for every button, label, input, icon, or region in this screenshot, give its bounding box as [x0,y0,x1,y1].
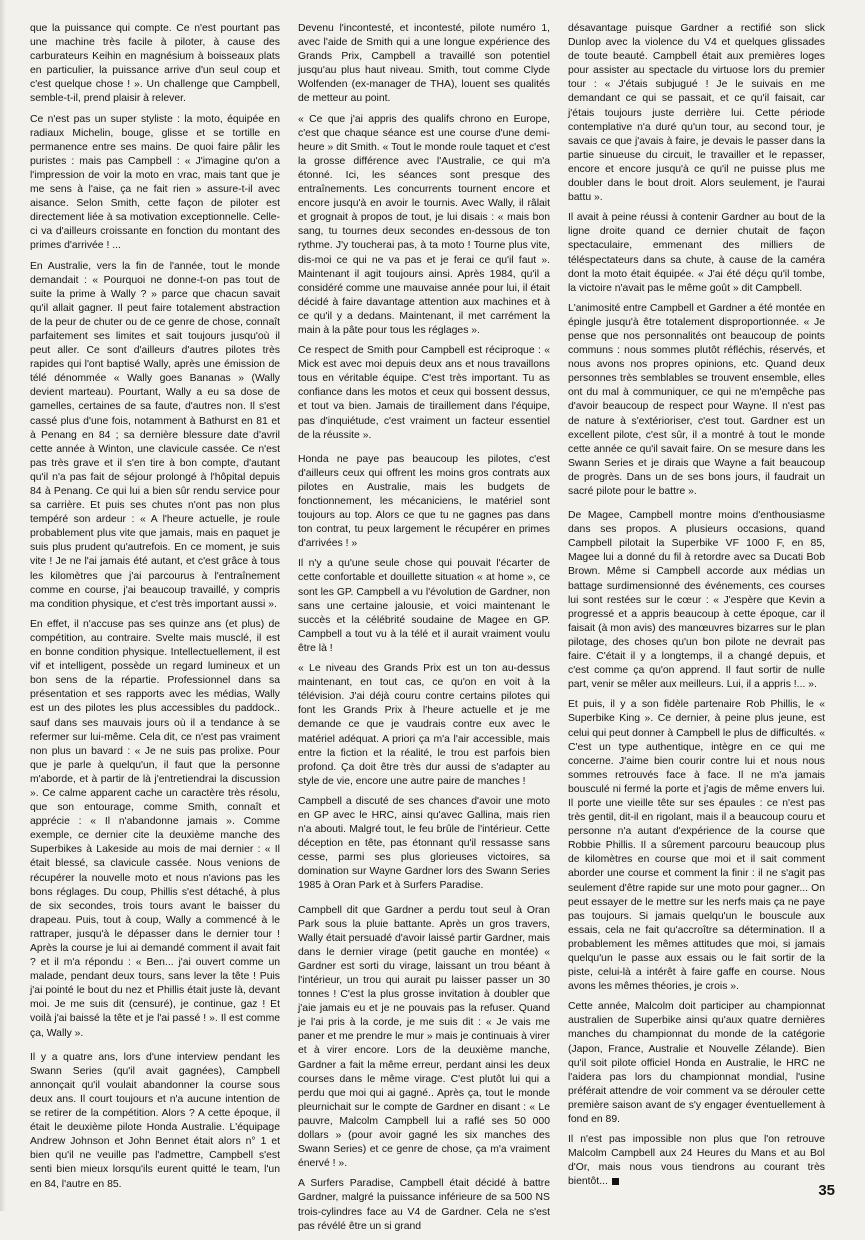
paragraph: « Ce que j'ai appris des qualifs chrono en Europe, c'est que chaque séance est une course d'une demi-heure » dit Smith. « Tout le monde roule taquet et c'est la grosse différence avec l'Australie, ce qui m'a étonné. Ici, les séances sont presque des entraînements. Les concurrents tournent encore et encore jusqu'à en avoir le tournis. Avec Wally, il râlait et grognait à propos de tout, je lui disais : « mais bon sang, tu tournes deux secondes en-dessous de ton rythme. J'y toucherai pas, à ta moto ! Tourne plus vite, dis-moi ce qui ne va pas et je ferai ce qu'il faut ». Maintenant il agit toujours ainsi. Après 1984, qu'il a considéré comme une mauvaise année pour lui, il était décidé à faire davantage attention aux machines et à ce qu'il y a dedans. Maintenant, il met carrément la main à la pâte pour tous les réglages ». [298,113,550,336]
paragraph: désavantage puisque Gardner a rectifié son slick Dunlop avec la violence du V4 et quelques glissades de toute beauté. Campbell était aux premières loges pour assister au spectacle du virtuose lors du premier tour : « J'étais subjugué ! Je le suivais en me demandant ce qui se passait, et ce qu'il faisait, car j'étais toujours juste derrière lui. Cette période contemplative n'a duré qu'un tour, au second tour, je savais ce que j'avais à faire, je devais le passer dans la partie sinueuse du circuit, le travailler et le repasser, encore et encore jusqu'à ce qu'il ne puisse plus me doubler dans le bout droit. Alors seulement, je l'aurai battu ». [568,23,825,204]
paragraph: Ce n'est pas un super styliste : la moto, équipée en radiaux Michelin, bouge, glisse et se tortille en permanence entre ses mains. De quoi faire pâlir les puristes : mais pas Campbell : « J'imagine qu'on a l'impression de voir la moto en vrac, mais tant que je me sens à l'aise, ça ne fait rien » assure-t-il avec aisance. Selon Smith, cette façon de piloter est directement liée à sa motivation exceptionnelle. Celle-ci va d'ailleurs croissante en fonction du montant des primes d'arrivée ! ... [30,113,280,252]
paragraph: De Magee, Campbell montre moins d'enthousiasme dans ses propos. A plusieurs occasions, quand Campbell pilotait la Superbike VF 1000 F, en 85, Magee lui a donné du fil à retordre avec sa Ducati Bob Brown. Même si Campbell accorde aux médias un battage surdimensionné des événements, ces courses lui sont restées sur le cœur : « J'espère que Kevin a progressé et a appris beaucoup à cette époque, car il faisait (à mon avis) des manœuvres bizarres sur le plan pilotage, des choses qu'un bon pilote ne devrait pas faire. C'était il y a longtemps, il a changé depuis, et c'est comme ça qu'on apprend. Il faut sortir de nulle part, venir se mêler aux meilleurs. Lui, il a appris !... ». [568,510,825,691]
paragraph: « Le niveau des Grands Prix est un ton au-dessus maintenant, en tout cas, ce qu'on en voit à la télévision. J'ai déjà couru contre certains pilotes qui font les Grands Prix à l'heure actuelle et je me demande ce que je vaudrais contre eux avec le matériel adéquat. A priori ça m'a l'air accessible, mais entre la fiction et la réalité, le trou est parfois bien profond. Ça doit être très dur aussi de s'adapter au style de vie, encore une autre paire de manches ! [298,663,550,787]
article-column-3 [568,22,825,1240]
paragraph: A Surfers Paradise, Campbell était décidé à battre Gardner, malgré la puissance inférieure de sa 500 NS trois-cylindres face au V4 de Gardner. Cela ne s'est pas révélé être un si grand [298,1178,550,1232]
paragraph: Cette année, Malcolm doit participer au championnat australien de Superbike ainsi qu'aux quatre dernières manches du championnat du monde de la catégorie (Japon, France, Australie et Nouvelle Zélande). Bien qu'il soit pilote officiel Honda en Australie, le HRC ne l'aidera pas lors du championnat mondial, l'usine préférait attendre de voir comment va se dérouler cette première saison avant de s'y engager éventuellement à fond en 89. [568,1001,825,1126]
paragraph: En Australie, vers la fin de l'année, tout le monde demandait : « Pourquoi ne donne-t-on pas tout de suite la prime à Wally ? » parce que chacun savait qu'il allait gagner. Il peut faire totalement abstraction de la peur de chuter ou de ce genre de chose, connaît parfaitement ses limites et sait toujours jusqu'où il peut aller. Ce sont d'ailleurs d'autres pilotes très rapides qui l'ont baptisé Wally, après une émission de télé dénommée « Wally goes Bananas » (Wally devient marteau). Pourtant, Wally a eu sa dose de gamelles, certaines de sa faute, d'autres non. Il s'est cassé plus d'une fois, notamment à Bathurst en 81 et à Penang en 84 ; sa dernière blessure date d'avril cette année à Winton, une clavicule cassée. Ce n'est pas très grave et il s'en tire à bon compte, d'autant qu'il n'a pas fait de séjour prolongé à l'hôpital depuis 84 à Penang. Ce qui lui a bien sûr rendu service pour sa carrière. Et puis ses chutes n'ont pas non plus tempéré son ardeur : « A l'heure actuelle, je roule probablement plus vite que jamais, mais en paquet je suis plus prudent qu'autrefois. En ce moment, je suis vite ! Je ne l'ai jamais été autant, et c'est grâce à tous les kilomètres que j'ai parcourus à l'entraînement comme en course, j'ai beaucoup travaillé, y compris ma condition physique, et c'est très important aussi ». [30,260,280,610]
article-column-1 [30,22,280,1240]
paragraph: Honda ne paye pas beaucoup les pilotes, c'est d'ailleurs ceux qui offrent les moins gros contrats aux pilotes en Australie, mais les budgets de fonctionnement, les mécaniciens, le matériel sont toujours au top. Alors ce que tu ne gagnes pas dans ton contrat, tu peux largement le récupérer en primes d'arrivées ! » [298,453,550,550]
paragraph: Il avait à peine réussi à contenir Gardner au bout de la ligne droite quand ce dernier chutait de façon spectaculaire, emmenant des milliers de téléspectateurs dans sa chute, à cause de la caméra dont la moto était équipée. « J'ai été déçu qu'il tombe, la victoire n'avait pas le même goût » dit Campbell. [568,212,825,294]
paragraph-final [568,1133,825,1189]
paragraph: Ce respect de Smith pour Campbell est réciproque : « Mick est avec moi depuis deux ans et nous travaillons tous en véritable équipe. C'est très important. Tu as confiance dans les motos et ceux qui bossent dessus, et tout va bien. Jamais de tiraillement dans l'équipe, pas d'inquiétude, c'est vraiment un facteur essentiel de la réussite ». [298,345,550,441]
end-of-article-mark [612,1178,619,1185]
page-number: 35 [818,1182,835,1199]
paragraph: que la puissance qui compte. Ce n'est pourtant pas une machine très facile à piloter, à cause des carburateurs Keihin en magnésium à boisseaux plats en particulier, la puissance arrive d'un seul coup et c'est quelque chose ! ». Un challenge que Campbell, semble-t-il, prend plaisir à relever. [30,23,280,105]
paragraph: Campbell a discuté de ses chances d'avoir une moto en GP avec le HRC, ainsi qu'avec Gallina, mais rien n'a abouti. Malgré tout, le feu brûle de l'intérieur. Cette déception en tête, pas étonnant qu'il ressasse sans cesse, parmi ses plus glorieuses victoires, sa domination sur Wayne Gardner lors des Swann Series 1985 à Oran Park et à Surfers Paradise. [298,795,550,892]
article-column-2 [298,22,550,1240]
page-binding-shadow [0,0,6,1211]
paragraph: Campbell dit que Gardner a perdu tout seul à Oran Park sous la pluie battante. Après un gros travers, Wally était persuadé d'avoir laissé partir Gardner, mais dans le dernier virage (petit gauche en montée) « Gardner est sorti du virage, laissant un trou béant à l'intérieur, un trou qui aurait pu laisser passer un 30 tonnes ! C'est la plus grosse invitation à doubler que j'aie jamais eu et je ne pouvais pas la refuser. Quand je l'ai pris à la corde, je me suis dit : « Je vais me paner et me prendre le mur » mais je continuais à virer et à virer encore. Lors de la deuxième manche, Gardner a fait la même erreur, perdant ainsi les deux courses dans le même virage. C'est plutôt lui qui a perdu que moi qui ai gagné.. Après ça, tout le monde pleurnichait sur le compte de Gardner en disant : « Le pauvre, Malcolm Campbell lui a raflé ses 50 000 dollars » (pour avoir gagné les six manches des Swann Series) et ce genre de chose, ça m'a vraiment énervé ! ». [298,904,550,1170]
paragraph: Et puis, il y a son fidèle partenaire Rob Phillis, le « Superbike King ». Ce dernier, à peine plus jeune, est celui qui peut donner à Campbell le plus de difficultés. « C'est un type authentique, intègre en ce qui me concerne. J'aime bien courir contre lui et nous nous sommes retrouvés face à face. Il ne m'a jamais bousculé ni fermé la porte et j'agis de même envers lui. Il porte une vieille tête sur ses épaules : ce n'est pas très gentil, dit-il en rigolant, mais il a beaucoup couru et personne n'a autant d'expérience de la course que Robbie Phillis. Il a sûrement parcouru beaucoup plus de kilomètres en course que moi et il sait comment aborder une course et comment la finir : il ne s'agit pas seulement d'être rapide sur une moto pour gagner... On peut essayer de le mettre sur les nerfs mais ça ne paye pas toujours. Si jamais quelqu'un le bouscule aux essais, cela ne fait qu'accroître sa détermination. Il a probablement les mêmes attitudes que moi, si jamais quelqu'un le passe aux essais ou le fait sortir de la piste, celui-là a intérêt à faire gaffe en course. Nous avons les mêmes théories, je crois ». [568,699,825,993]
paragraph: Devenu l'incontesté, et incontesté, pilote numéro 1, avec l'aide de Smith qui a une longue expérience des Grands Prix, Campbell a travaillé son potentiel jusqu'au plus haut niveau. Smith, tout comme Clyde Wolfenden (ex-manager de THA), louent ses qualités de metteur au point. [298,23,550,105]
paragraph: Il n'y a qu'une seule chose qui pouvait l'écarter de cette confortable et douillette situation « at home », ce sont les GP. Campbell a vu l'évolution de Gardner, non sans une certaine jalousie, et voici maintenant le succès et la célébrité soudaine de Magee en GP. Campbell a tout vu à la télé et il aurait vraiment voulu être là ! [298,558,550,654]
paragraph: L'animosité entre Campbell et Gardner a été montée en épingle jusqu'à être totalement disproportionnée. « Je pense que nos personnalités ont beaucoup de points communs : nous sommes plutôt réfléchis, réservés, et nous avons nos propres opinions, etc. Quand deux personnes très semblables se trouvent ensemble, elles ont du mal à communiquer, ce qui ne m'empêche pas d'avoir beaucoup de respect pour Wayne. Il n'est pas de nature à s'extérioriser, c'est tout. Gardner est un excellent pilote, c'est sûr, il a montré à tout le monde cette année ce qu'il savait faire. On se mesure dans les Swann Series et je dirais que Wayne a fait beaucoup de progrès. Dans un de ses bons jours, il faudrait un sacré pilote pour le battre ». [568,302,825,497]
paragraph: En effet, il n'accuse pas ses quinze ans (et plus) de compétition, au contraire. Svelte mais musclé, il est en bonne condition physique. Intellectuellement, il est vif et intelligent, possède un regard lumineux et un bon sens de la répartie. Professionnel dans sa présentation et ses rapports avec les médias, Wally est un des pilotes les plus accessibles du paddock.. sauf dans ses mauvais jours où il a tendance à se refermer sur lui-même. Cela dit, ce n'est pas vraiment non plus un bavard : « Je ne suis pas prolixe. Pour que je parle à quelqu'un, il faut que la personne m'aborde, et à partir de là j'entretiendrai la discussion ». Ce calme apparent cache un caractère très résolu, que son entourage, comme Smith, connaît et apprécie : « Il n'abandonne jamais ». Comme exemple, ce dernier cite la deuxième manche des Superbikes à Lakeside au mois de mai dernier : « Il était blessé, sa clavicule cassée. Nous venions de récupérer la nouvelle moto et nous n'avions pas les bons réglages. Du coup, Phillis s'est détaché, à plus de six secondes, trois tours avant le baisser du drapeau. Puis, tout à coup, Wally a commencé à le rattraper, jusqu'à le dépasser dans le dernier tour ! Après la course je lui ai demandé comment il avait fait ? et il m'a répondu : « Ben... j'ai ouvert comme un malade, pendant deux tours, sans lever la tête ! Puis j'ai pointé le bout du nez et Phillis était juste là, devant moi. Je me suis dit (censuré), je continue, gaz ! Et voilà j'ai baissé la tête et je l'ai passé ! ». Il est comme ça, Wally ». [30,618,280,1039]
paragraph: Il y a quatre ans, lors d'une interview pendant les Swann Series (qu'il avait gagnées), Campbell annonçait qu'il voulait abandonner la course sous deux ans. Il court toujours et n'a aucune intention de se retirer de la compétition. Alors ? A cette époque, il était le deuxième pilote Honda Australie. L'équipage Andrew Johnson et John Bennet était alors n° 1 et bien qu'il ne veuille pas l'admettre, Campbell s'est senti bien mieux lorsqu'ils eurent quitté le team, l'un en 84, l'autre en 85. [30,1051,280,1190]
paragraph-text: Il n'est pas impossible non plus que l'on retrouve Malcolm Campbell aux 24 Heures du Mans et au Bol d'Or, mais nous vous tiendrons au courant très bientôt... [568,1134,825,1188]
